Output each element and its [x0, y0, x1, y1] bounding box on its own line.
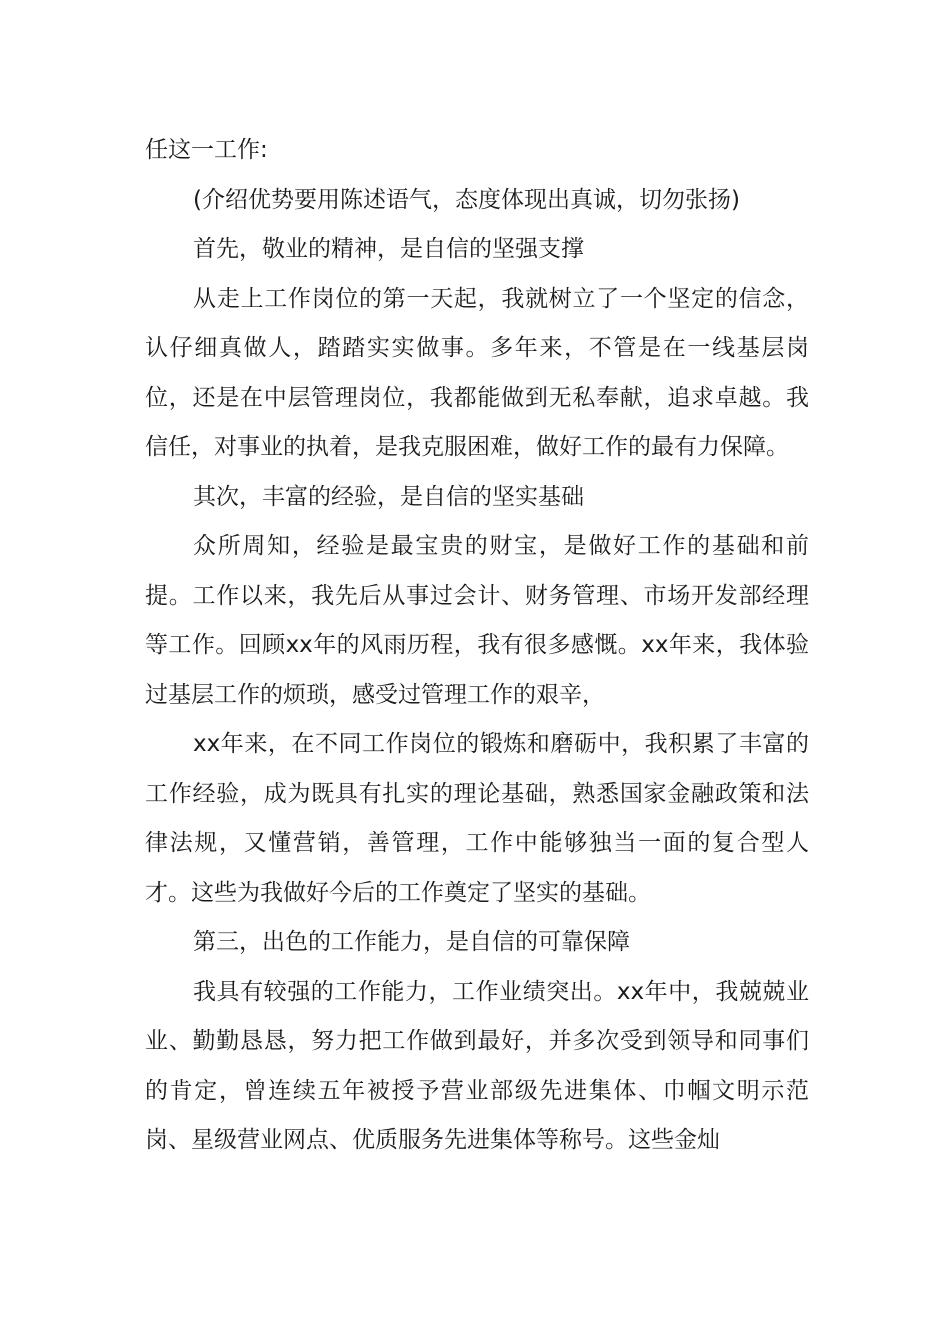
paragraph-1: 任这一工作: [145, 137, 268, 163]
document-body [145, 126, 809, 1166]
paragraph-3: 从走上工作岗位的第一天起，我就树立了一个坚定的信念，认仔细真做人，踏踏实实做事。多年来，不管是在一线基层岗位，还是在中层管理岗位，我都能做到无私奉献，追求卓越。我信任，对事业的执着，是我克服困难，做好工作的最有力保障。 [145, 285, 809, 460]
paragraph-6: 我具有较强的工作能力，工作业绩突出。xx年中，我兢兢业业、勤勤恳恳，努力把工作做到最好，并多次受到领导和同事们的肯定，曾连续五年被授予营业部级先进集体、巾帼文明示范岗、星级营业网点、优质服务先进集体等称号。这些金灿 [145, 978, 809, 1153]
section-heading-1: 首先，敬业的精神，是自信的坚强支撑 [193, 236, 584, 262]
section-heading-2: 其次，丰富的经验，是自信的坚实基础 [193, 483, 584, 510]
paragraph-4: 众所周知，经验是最宝贵的财宝，是做好工作的基础和前提。工作以来，我先后从事过会计、财务管理、市场开发部经理等工作。回顾xx年的风雨历程，我有很多感慨。xx年来，我体验过基层工作的烦琐，感受过管理工作的艰辛， [145, 533, 809, 708]
paragraph-5: xx年来，在不同工作岗位的锻炼和磨砺中，我积累了丰富的工作经验，成为既具有扎实的理论基础，熟悉国家金融政策和法律法规，又懂营销，善管理，工作中能够独当一面的复合型人才。这些为我做好今后的工作奠定了坚实的基础。 [145, 731, 809, 906]
paragraph-2: (介绍优势要用陈述语气，态度体现出真诚，切勿张扬) [193, 186, 740, 213]
section-heading-3: 第三，出色的工作能力，是自信的可靠保障 [193, 929, 630, 955]
